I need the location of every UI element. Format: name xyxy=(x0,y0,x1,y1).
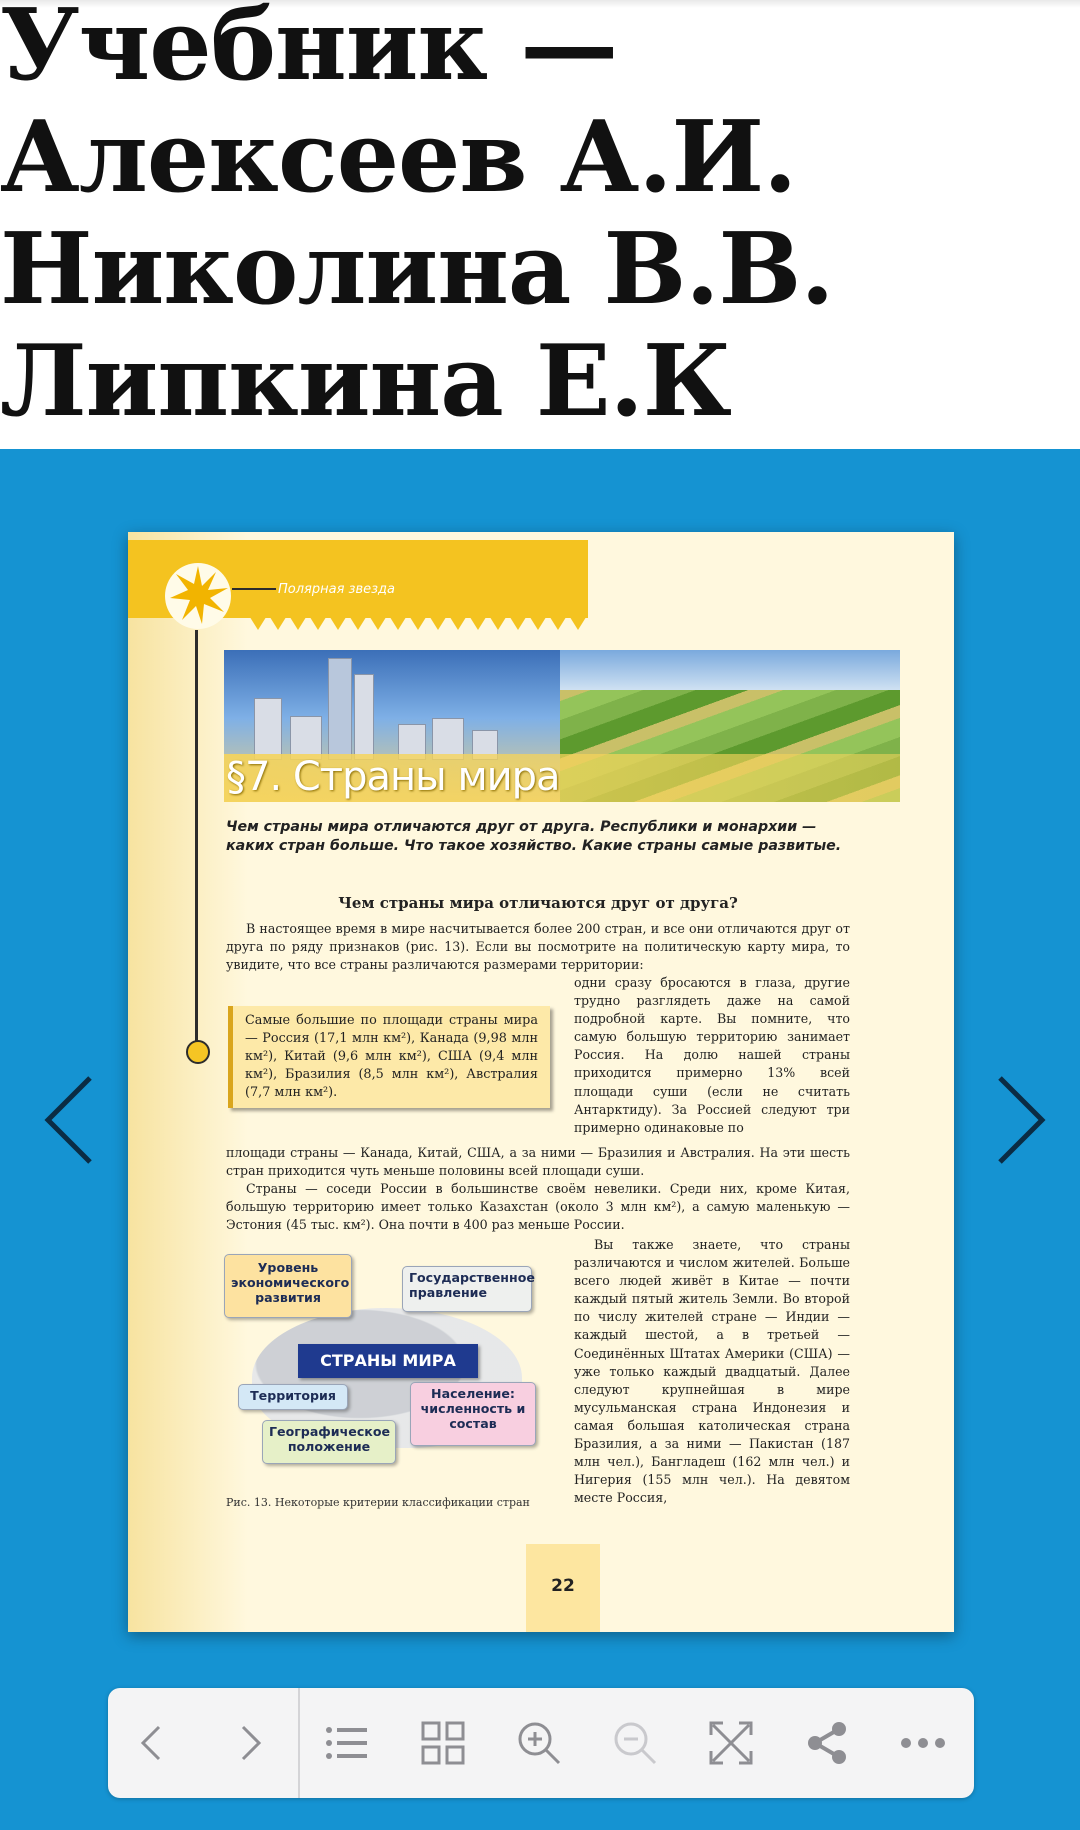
box-population: Население: численность и состав xyxy=(410,1382,536,1446)
subheading: Чем страны мира отличаются друг от друга? xyxy=(338,894,738,912)
section-title: §7. Страны мира xyxy=(226,754,560,800)
box-economic: Уровень экономического развития xyxy=(224,1254,352,1318)
toolbar-contents-button[interactable] xyxy=(312,1708,382,1778)
toolbar-share-button[interactable] xyxy=(792,1708,862,1778)
paragraph-1-end: площади страны — Канада, Китай, США, а за ними — Бразилия и Австралия. На эти шесть стран приходится чуть меньше половины всей площади суши. xyxy=(226,1145,850,1179)
zoom-out-icon xyxy=(612,1720,658,1766)
paragraph-1: В настоящее время в мире насчитывается более 200 стран, и все они отличаются друг от друга по ряду признаков (рис. 13). Если вы посмотрите на политическую карту мира, то увидите, что все страны различаются размерами территории: xyxy=(226,921,850,973)
paragraph-3: Вы также знаете, что страны различаются и числом жителей. Больше всего людей живёт в Китае — почти каждый пятый житель Земли. Во второй по числу жителей стране — Индии — каждый шестой, а в третьей — Соединённых Штатах Америки (США) — уже только каждый двадцатый. Далее следуют крупнейшая в мире мусульманская страна Индонезия и самая большая католическая страна Бразилия, а за ними — Пакистан (187 млн чел.), Бангладеш (162 млн чел.) и Нигерия (155 млн чел.). На девятом месте Россия, xyxy=(574,1237,850,1506)
zoom-in-icon xyxy=(516,1720,562,1766)
section-intro: Чем страны мира отличаются друг от друга. Республики и монархии — каких стран больше. Что такое хозяйство. Какие страны самые развитые. xyxy=(226,819,842,854)
callout-marker xyxy=(186,1040,210,1064)
classification-diagram xyxy=(224,1254,554,1466)
chevron-right-icon xyxy=(229,1723,269,1763)
callout-box: Самые большие по площади страны мира — Россия (17,1 млн км²), Канада (9,98 млн км²), Китай (9,6 млн км²), США (9,4 млн км²), Бразилия (8,5 млн км²), Австралия (7,7 млн км²). xyxy=(228,1006,550,1108)
star-icon xyxy=(164,562,232,630)
ribbon-label: Полярная звезда xyxy=(278,582,395,597)
toolbar-thumbnails-button[interactable] xyxy=(408,1708,478,1778)
box-geo: Географическое положение xyxy=(262,1420,396,1464)
page-number: 22 xyxy=(551,1576,575,1596)
toolbar-prev-button[interactable] xyxy=(118,1708,188,1778)
toolbar-fullscreen-button[interactable] xyxy=(696,1708,766,1778)
next-page-arrow[interactable] xyxy=(980,1070,1050,1170)
toolbar-more-button[interactable] xyxy=(888,1708,958,1778)
more-icon xyxy=(900,1737,946,1749)
paragraph-2: Страны — соседи России в большинстве своём невелики. Среди них, кроме Китая, большую территорию имеет только Казахстан (около 3 млн км²), а самую маленькую — Эстония (45 тыс. км²). Она почти в 400 раз меньше России. xyxy=(226,1181,850,1233)
toolbar-next-button[interactable] xyxy=(214,1708,284,1778)
chevron-right-icon xyxy=(980,1070,1050,1170)
chevron-left-icon xyxy=(40,1070,110,1170)
grid-icon xyxy=(421,1721,465,1765)
banner-zigzag xyxy=(248,610,588,636)
list-icon xyxy=(324,1723,370,1763)
book-page[interactable] xyxy=(128,532,954,1632)
box-territory: Территория xyxy=(238,1384,348,1410)
document-title: Учебник — Алексеев А.И. Николина В.В. Липкина Е.К xyxy=(0,0,834,439)
fullscreen-icon xyxy=(708,1720,754,1766)
diagram-center: СТРАНЫ МИРА xyxy=(298,1344,478,1378)
prev-page-arrow[interactable] xyxy=(40,1070,110,1170)
viewer-toolbar xyxy=(108,1688,974,1798)
toolbar-zoom-in-button[interactable] xyxy=(504,1708,574,1778)
figure-caption: Рис. 13. Некоторые критерии классификации стран xyxy=(226,1496,530,1509)
paragraph-1-wrap: одни сразу бросаются в глаза, другие трудно разглядеть даже на самой подробной карте. Вы помните, что самую большую территорию занимает Россия. На долю нашей страны приходится примерно 13% всей площади суши (если не считать Антарктиду). За Россией следуют три примерно одинаковые по xyxy=(574,975,850,1135)
chevron-left-icon xyxy=(133,1723,173,1763)
toolbar-zoom-out-button[interactable] xyxy=(600,1708,670,1778)
box-government: Государственное правление xyxy=(402,1266,532,1312)
share-icon xyxy=(804,1720,850,1766)
